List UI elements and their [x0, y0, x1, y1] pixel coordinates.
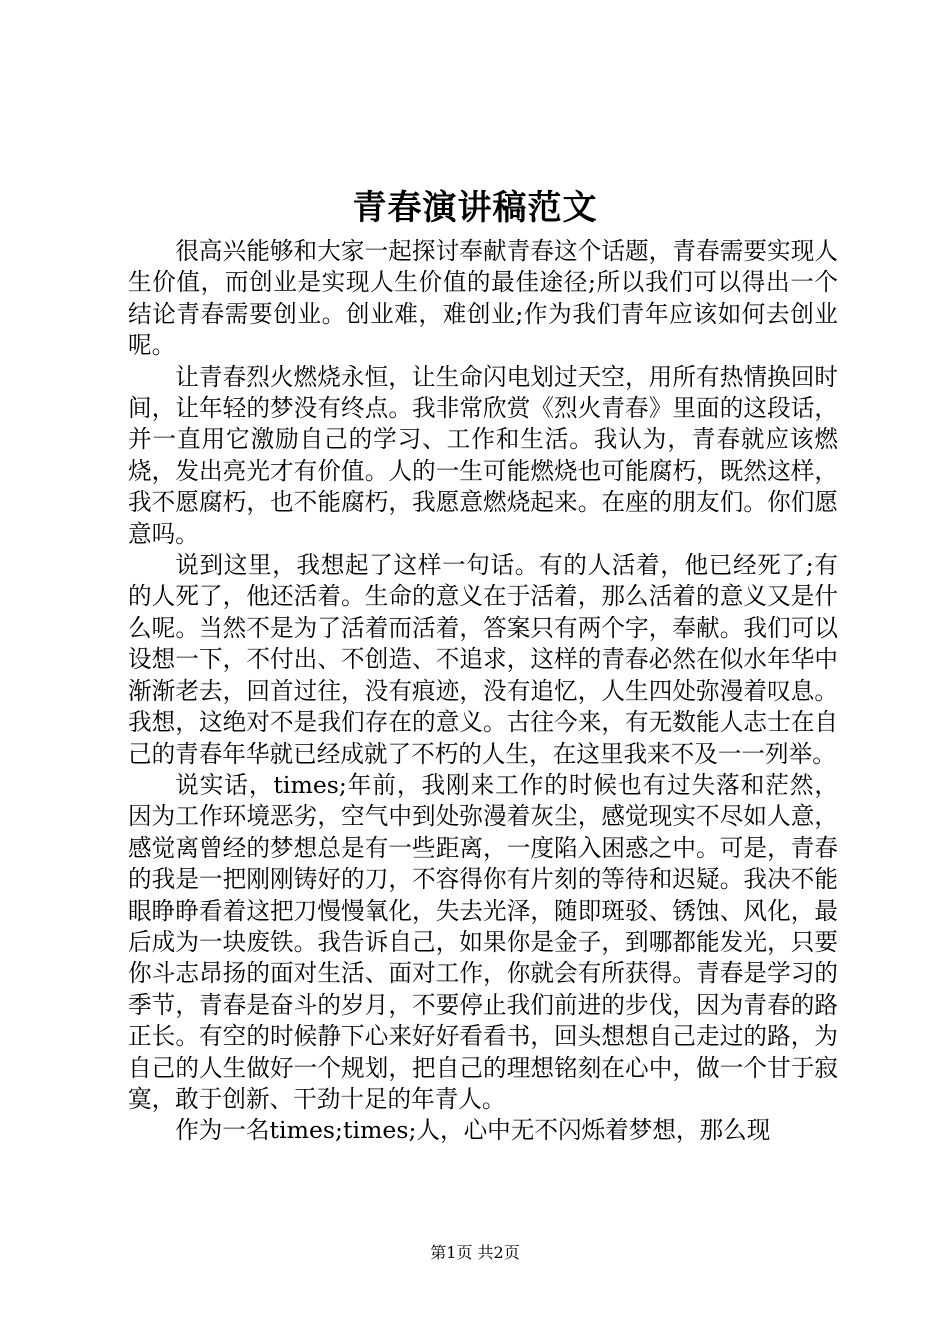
document-body: [128, 236, 838, 1147]
paragraph-1: 很高兴能够和大家一起探讨奉献青春这个话题，青春需要实现人生价值，而创业是实现人生价值的最佳途径;所以我们可以得出一个结论青春需要创业。创业难，难创业;作为我们青年应该如何去创业呢。: [128, 237, 838, 360]
paragraph-2: 让青春烈火燃烧永恒，让生命闪电划过天空，用所有热情换回时间，让年轻的梦没有终点。我非常欣赏《烈火青春》里面的这段话，并一直用它激励自己的学习、工作和生活。我认为，青春就应该燃烧，发出亮光才有价值。人的一生可能燃烧也可能腐朽，既然这样，我不愿腐朽，也不能腐朽，我愿意燃烧起来。在座的朋友们。你们愿意吗。: [128, 362, 838, 548]
page-footer: 第1页 共2页: [430, 1243, 520, 1262]
paragraph-5: 作为一名times;times;人，心中无不闪烁着梦想，那么现: [175, 1116, 771, 1145]
paragraph-3: 说到这里，我想起了这样一句话。有的人活着，他已经死了;有的人死了，他还活着。生命的意义在于活着，那么活着的意义又是什么呢。当然不是为了活着而活着，答案只有两个字，奉献。我们可以设想一下，不付出、不创造、不追求，这样的青春必然在似水年华中渐渐老去，回首过往，没有痕迹，没有追忆，人生四处弥漫着叹息。我想，这绝对不是我们存在的意义。古往今来，有无数能人志士在自己的青春年华就已经成就了不朽的人生，在这里我来不及一一列举。: [128, 551, 838, 768]
paragraph-4: 说实话，times;年前，我刚来工作的时候也有过失落和茫然，因为工作环境恶劣，空气中到处弥漫着灰尘，感觉现实不尽如人意，感觉离曾经的梦想总是有一些距离，一度陷入困惑之中。可是，青春的我是一把刚刚铸好的刀，不容得你有片刻的等待和迟疑。我决不能眼睁睁看着这把刀慢慢氧化，失去光泽，随即斑驳、锈蚀、风化，最后成为一块废铁。我告诉自己，如果你是金子，到哪都能发光，只要你斗志昂扬的面对生活、面对工作，你就会有所获得。青春是学习的季节，青春是奋斗的岁月，不要停止我们前进的步伐，因为青春的路正长。有空的时候静下心来好好看看书，回头想想自己走过的路，为自己的人生做好一个规划，把自己的理想铭刻在心中，做一个甘于寂寞，敢于创新、干劲十足的年青人。: [128, 770, 838, 1113]
document-title: 青春演讲稿范文: [352, 188, 598, 228]
